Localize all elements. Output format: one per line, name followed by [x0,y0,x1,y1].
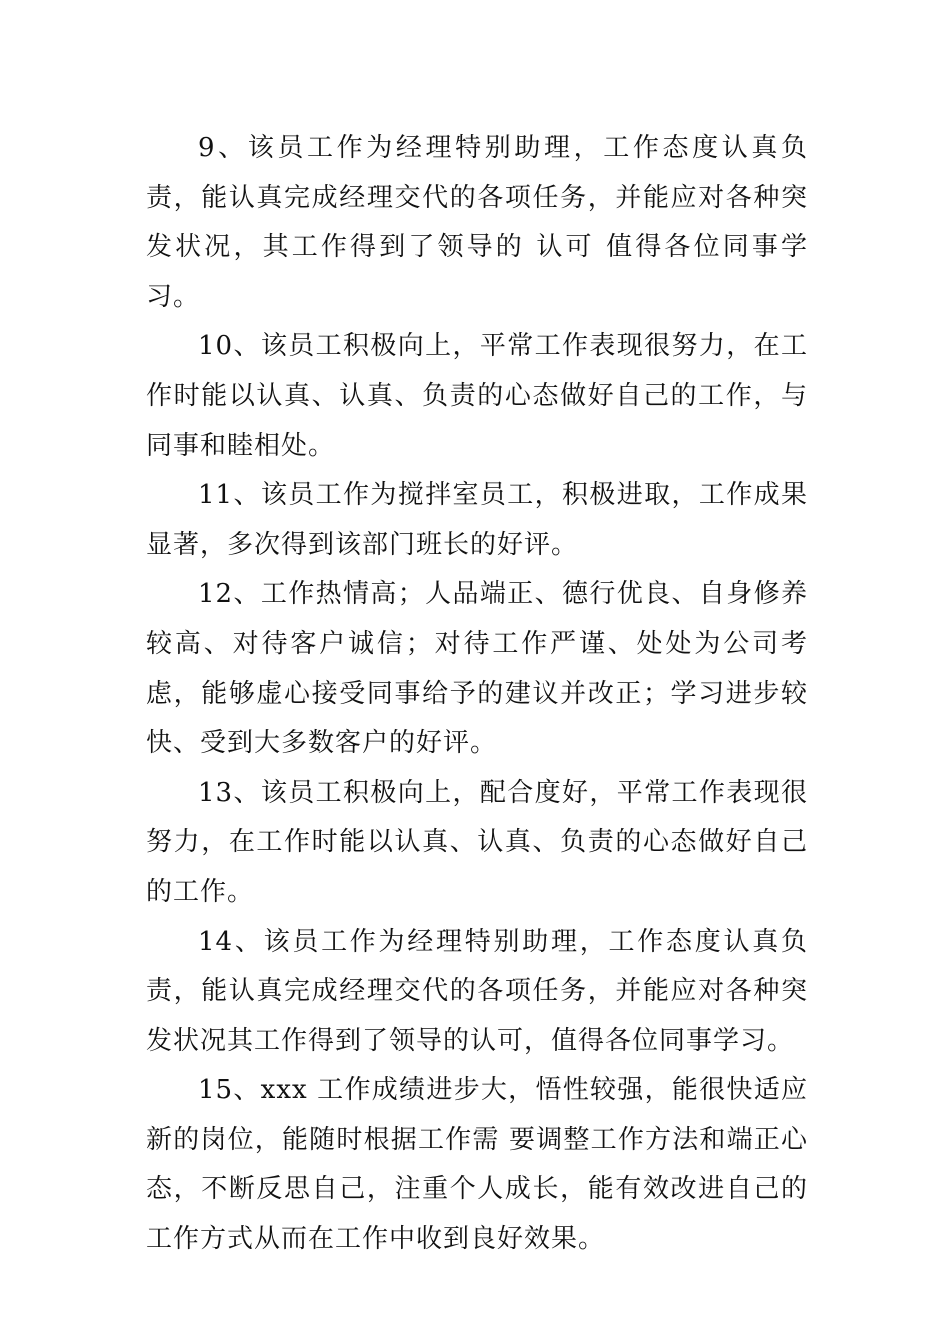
paragraph-15: 15、xxx 工作成绩进步大，悟性较强，能很快适应新的岗位，能随时根据工作需 要调整工作方法和端正心态，不断反思自己，注重个人成长，能有效改进自己的工作方式从而在工作中收到良好效果。 [146,1075,808,1255]
paragraph-11: 11、该员工作为搅拌室员工，积极进取，工作成果显著，多次得到该部门班长的好评。 [146,480,808,560]
paragraph-10: 10、该员工积极向上，平常工作表现很努力，在工作时能以认真、认真、负责的心态做好自己的工作，与同事和睦相处。 [146,331,808,461]
document-body [146,124,808,1265]
paragraph-9: 9、该员工作为经理特别助理，工作态度认真负责，能认真完成经理交代的各项任务，并能应对各种突发状况，其工作得到了领导的 认可 值得各位同事学习。 [146,133,808,312]
paragraph-12: 12、工作热情高；人品端正、德行优良、自身修养较高、对待客户诚信；对待工作严谨、处处为公司考虑，能够虚心接受同事给予的建议并改正；学习进步较快、受到大多数客户的好评。 [146,579,808,759]
paragraph-14: 14、该员工作为经理特别助理，工作态度认真负责，能认真完成经理交代的各项任务，并能应对各种突发状况其工作得到了领导的认可，值得各位同事学习。 [146,926,808,1056]
paragraph-13: 13、该员工积极向上，配合度好，平常工作表现很努力，在工作时能以认真、认真、负责的心态做好自己的工作。 [146,777,808,907]
